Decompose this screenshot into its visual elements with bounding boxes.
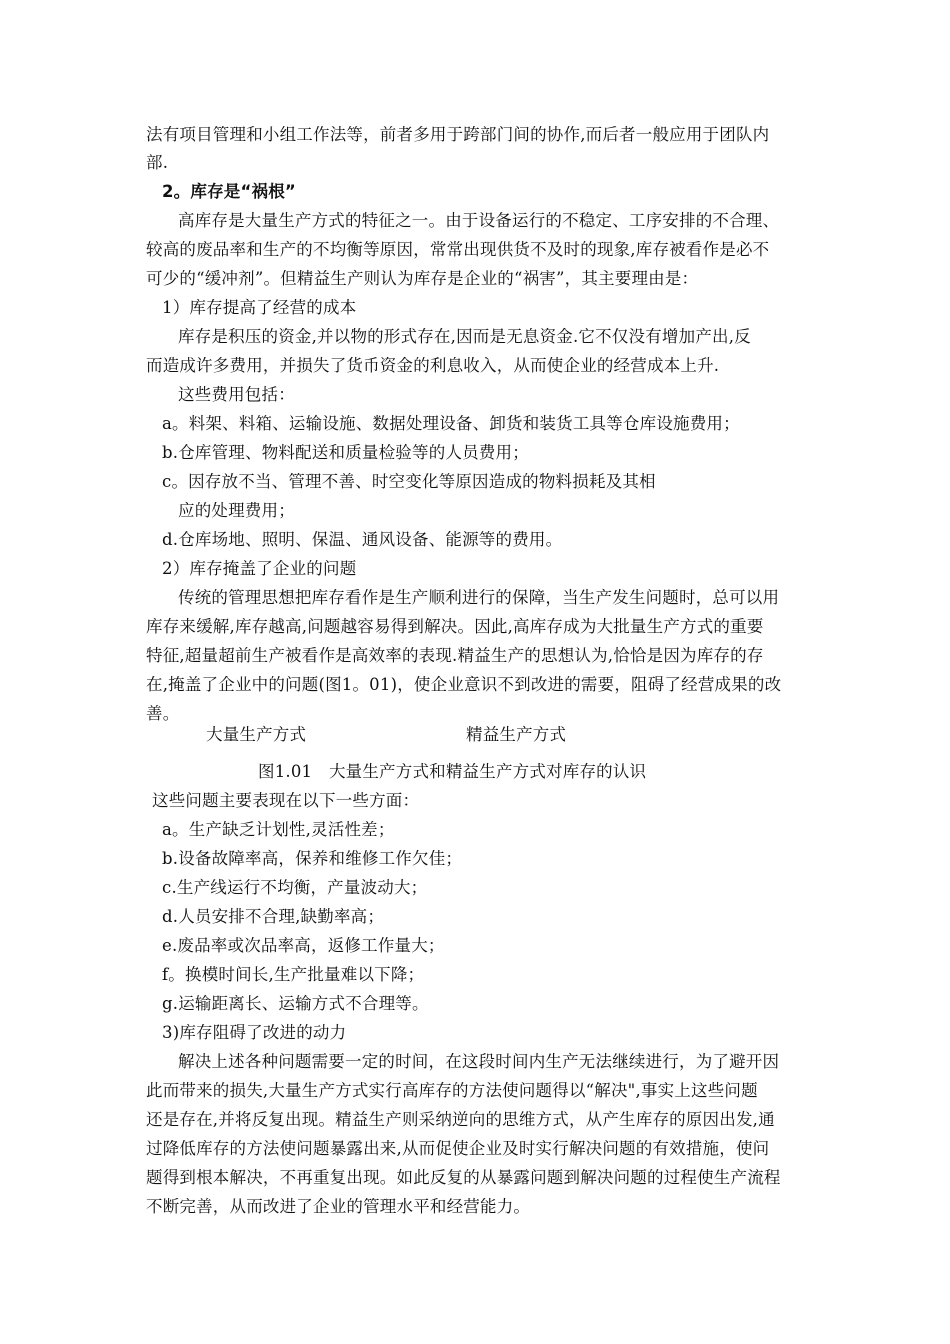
intro-line-1: 法有项目管理和小组工作法等，前者多用于跨部门间的协作,而后者一般应用于团队内 [146,125,770,144]
subsection-title-3: 3)库存阻碍了改进的动力 [162,1023,347,1042]
paragraph-line: 库存是积压的资金,并以物的形式存在,因而是无息资金.它不仅没有增加产出,反 [178,327,751,346]
paragraph-line: 特征,超量超前生产被看作是高效率的表现.精益生产的思想认为,恰恰是因为库存的存 [146,646,764,665]
paragraph-line: 在,掩盖了企业中的问题(图1。01)，使企业意识不到改进的需要，阻碍了经营成果的改 [146,675,782,694]
paragraph-line: 解决上述各种问题需要一定的时间，在这段时间内生产无法继续进行，为了避开因 [178,1052,780,1071]
paragraph-line: 善。 [146,704,180,723]
list-item-continuation: 应的处理费用； [178,501,295,520]
paragraph-line: 可少的“缓冲剂”。但精益生产则认为库存是企业的“祸害”，其主要理由是： [146,269,699,288]
paragraph-line: 较高的废品率和生产的不均衡等原因，常常出现供货不及时的现象,库存被看作是必不 [146,240,770,259]
paragraph-line: 此而带来的损失,大量生产方式实行高库存的方法使问题得以“解决",事实上这些问题 [146,1081,758,1100]
subsection-title-2: 2）库存掩盖了企业的问题 [162,559,357,578]
list-item: b.设备故障率高，保养和维修工作欠佳； [162,849,463,868]
list-item: g.运输距离长、运输方式不合理等。 [162,994,429,1013]
costs-intro: 这些费用包括： [178,385,295,404]
problems-intro: 这些问题主要表现在以下一些方面： [152,791,420,810]
list-item: d.仓库场地、照明、保温、通风设备、能源等的费用。 [162,530,563,549]
list-item: a。生产缺乏计划性,灵活性差； [162,820,395,839]
paragraph-line: 题得到根本解决，不再重复出现。如此反复的从暴露问题到解决问题的过程使生产流程 [146,1168,781,1187]
section-heading: 2。库存是“祸根” [162,182,296,201]
paragraph-line: 传统的管理思想把库存看作是生产顺利进行的保障，当生产发生问题时，总可以用 [178,588,780,607]
paragraph-line: 库存来缓解,库存越高,问题越容易得到解决。因此,高库存成为大批量生产方式的重要 [146,617,764,636]
paragraph-line: 过降低库存的方法使问题暴露出来,从而促使企业及时实行解决问题的有效措施，使问 [146,1139,770,1158]
subsection-title-1: 1）库存提高了经营的成本 [162,298,357,317]
paragraph-line: 还是存在,并将反复出现。精益生产则采纳逆向的思维方式，从产生库存的原因出发,通 [146,1110,775,1129]
figure-left-label: 大量生产方式 [206,725,307,744]
figure-caption: 图1.01 大量生产方式和精益生产方式对库存的认识 [258,762,647,781]
paragraph-line: 而造成许多费用，并损失了货币资金的利息收入，从而使企业的经营成本上升. [146,356,720,375]
paragraph-line: 高库存是大量生产方式的特征之一。由于设备运行的不稳定、工序安排的不合理、 [178,211,780,230]
list-item: a。料架、料箱、运输设施、数据处理设备、卸货和装货工具等仓库设施费用； [162,414,740,433]
list-item: c。因存放不当、管理不善、时空变化等原因造成的物料损耗及其相 [162,472,656,491]
list-item: d.人员安排不合理,缺勤率高； [162,907,385,926]
list-item: e.废品率或次品率高，返修工作量大； [162,936,445,955]
intro-line-2: 部. [146,153,169,172]
figure-right-label: 精益生产方式 [466,725,567,744]
list-item: c.生产线运行不均衡，产量波动大； [162,878,428,897]
list-item: f。换模时间长,生产批量难以下降； [162,965,425,984]
paragraph-line: 不断完善，从而改进了企业的管理水平和经营能力。 [146,1197,531,1216]
list-item: b.仓库管理、物料配送和质量检验等的人员费用； [162,443,529,462]
